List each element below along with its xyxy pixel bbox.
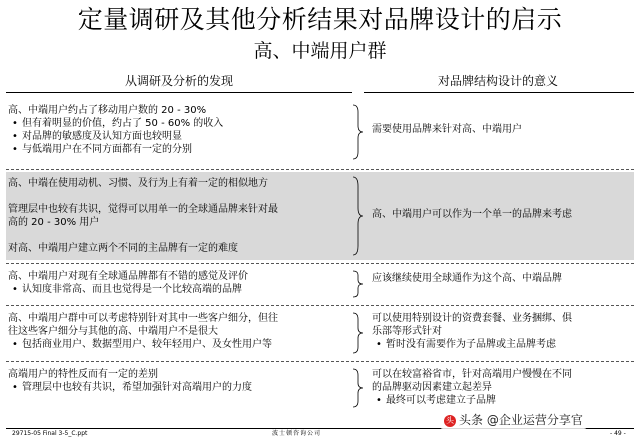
implication-text: 乐部等形式针对 bbox=[372, 326, 442, 337]
finding-text: 往这些客户细分与其他的高、中端用户不是很大 bbox=[8, 326, 218, 337]
implication-cell bbox=[372, 123, 630, 136]
finding-bullet: • 但有着明显的价值，约占了 50 - 60% 的收入 bbox=[8, 117, 348, 130]
brace-icon bbox=[352, 312, 364, 354]
finding-row-5 bbox=[0, 368, 640, 414]
implication-cell bbox=[372, 208, 630, 221]
finding-text: 高、中端用户对现有全球通品牌都有不错的感觉及评价 bbox=[8, 271, 248, 282]
column-header-findings: 从调研及分析的发现 bbox=[124, 74, 233, 88]
finding-bullet: • 认知度非常高、而且也觉得是一个比较高端的品牌 bbox=[8, 283, 348, 296]
brace-icon bbox=[352, 104, 364, 160]
brace-icon bbox=[352, 368, 364, 408]
finding-cell bbox=[8, 270, 348, 296]
implication-bullet: • 暂时没有需要作为子品牌或主品牌考虑 bbox=[372, 338, 630, 351]
brace-icon bbox=[352, 176, 364, 256]
finding-bullet: • 包括商业用户、数据型用户、较年轻用户、及女性用户等 bbox=[8, 338, 348, 351]
finding-row-2 bbox=[0, 172, 640, 260]
implication-text: 需要使用品牌来针对高、中端用户 bbox=[372, 124, 522, 135]
company-name: 波士顿咨询公司 bbox=[272, 430, 322, 437]
header-rule-left bbox=[6, 92, 352, 93]
finding-bullet: • 对品牌的敏感度及认知方面也较明显 bbox=[8, 130, 348, 143]
finding-cell bbox=[8, 368, 348, 394]
finding-text: 管理层中也较有共识，觉得可以用单一的全球通品牌来针对最 bbox=[8, 204, 278, 215]
column-header-implications: 对品牌结构设计的意义 bbox=[437, 74, 558, 88]
finding-text: 高、中端用户群中可以考虑特别针对其中一些客户细分，但往 bbox=[8, 313, 278, 324]
finding-row-3 bbox=[0, 270, 640, 302]
page-number: - 49 - bbox=[610, 430, 626, 437]
row-divider bbox=[6, 305, 634, 306]
implication-bullet: • 最终可以考虑建立子品牌 bbox=[372, 394, 630, 407]
implication-text: 应该继续使用全球通作为这个高、中端品牌 bbox=[372, 273, 562, 284]
implication-text: 可以使用特别设计的资费套餐、业务捆绑、俱 bbox=[372, 313, 572, 324]
finding-text: 高端用户的特性反而有一定的差别 bbox=[8, 369, 158, 380]
watermark-text: 头条 @企业运营分享官 bbox=[459, 413, 583, 427]
header-rule-right bbox=[364, 92, 634, 93]
watermark-badge bbox=[440, 410, 587, 429]
finding-bullet: • 管理层中也较有共识，希望加强针对高端用户的力度 bbox=[8, 381, 348, 394]
toutiao-logo-icon: 头 bbox=[446, 415, 454, 425]
implication-text: 高、中端用户可以作为一个单一的品牌来考虑 bbox=[372, 209, 572, 220]
brace-icon bbox=[352, 270, 364, 298]
implication-cell bbox=[372, 272, 630, 285]
finding-cell bbox=[8, 177, 348, 255]
row-divider bbox=[6, 263, 634, 264]
file-code: 29715-05 Final 3-5_C.ppt bbox=[12, 430, 88, 437]
finding-row-1 bbox=[0, 104, 640, 166]
finding-text: 高的 20 - 30% 用户 bbox=[8, 217, 100, 228]
finding-row-4 bbox=[0, 312, 640, 358]
finding-cell bbox=[8, 104, 348, 156]
finding-text: 对高、中端用户建立两个不同的主品牌有一定的难度 bbox=[8, 243, 238, 254]
implication-text: 的品牌驱动因素建立起差异 bbox=[372, 382, 492, 393]
page-subtitle: 高、中端用户群 bbox=[253, 40, 387, 62]
row-divider bbox=[6, 361, 634, 362]
finding-text: 高、中端用户约占了移动用户数的 20 - 30% bbox=[8, 105, 207, 116]
implication-text: 可以在较富裕省市，针对高端用户慢慢在不同 bbox=[372, 369, 572, 380]
finding-text: 高、中端在使用动机、习惯、及行为上有着一定的相似地方 bbox=[8, 178, 268, 189]
page-title: 定量调研及其他分析结果对品牌设计的启示 bbox=[77, 5, 563, 34]
row-divider bbox=[6, 169, 634, 170]
implication-cell bbox=[372, 312, 630, 351]
implication-cell bbox=[372, 368, 630, 407]
finding-bullet: • 与低端用户在不同方面都有一定的分别 bbox=[8, 143, 348, 156]
finding-cell bbox=[8, 312, 348, 351]
